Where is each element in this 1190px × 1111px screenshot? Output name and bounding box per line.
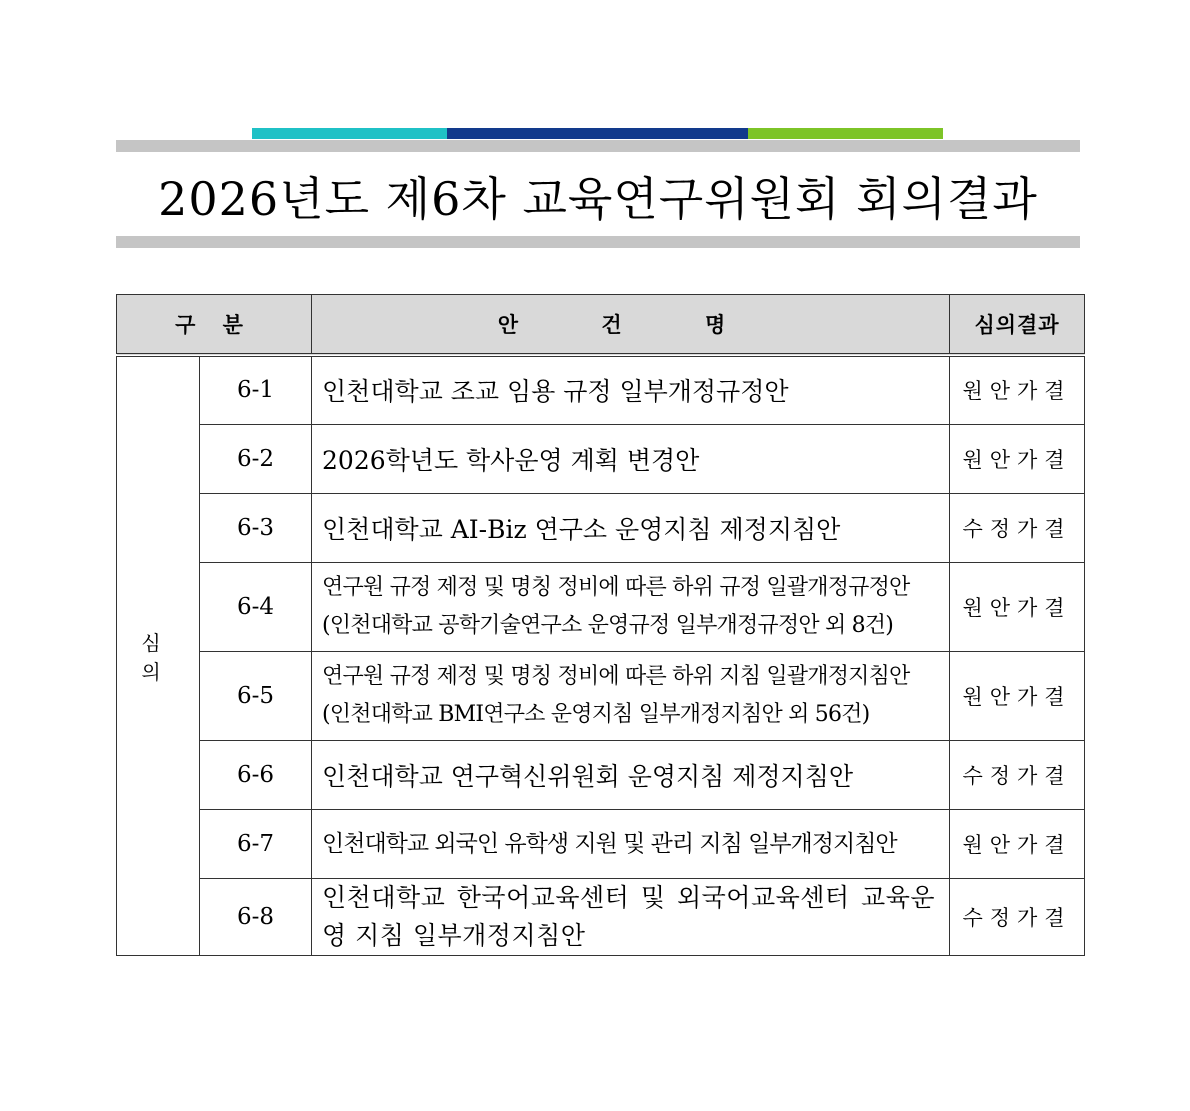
- agenda-title: [312, 651, 950, 740]
- agenda-title: 인천대학교 조교 임용 규정 일부개정규정안: [312, 355, 950, 424]
- header-accent-navy: [447, 128, 748, 139]
- column-header-agenda: 안 건 명: [312, 295, 950, 356]
- agenda-number: 6-8: [200, 878, 312, 955]
- agenda-title-line: (인천대학교 공학기술연구소 운영규정 일부개정규정안 외 8건): [322, 612, 894, 638]
- agenda-number: 6-1: [200, 355, 312, 424]
- agenda-title: 인천대학교 한국어교육센터 및 외국어교육센터 교육운영 지침 일부개정지침안: [312, 878, 950, 955]
- table-row: [117, 493, 1085, 562]
- table-row: [117, 651, 1085, 740]
- agenda-number: 6-7: [200, 809, 312, 878]
- column-header-category: 구 분: [117, 295, 312, 356]
- result-cell: 원안가결: [950, 651, 1085, 740]
- agenda-title-line: (인천대학교 BMI연구소 운영지침 일부개정지침안 외 56건): [322, 701, 870, 727]
- agenda-title: 2026학년도 학사운영 계획 변경안: [312, 424, 950, 493]
- result-cell: 수정가결: [950, 878, 1085, 955]
- result-cell: 원안가결: [950, 424, 1085, 493]
- agenda-number: 6-3: [200, 493, 312, 562]
- column-header-result: 심의결과: [950, 295, 1085, 356]
- agenda-title: 인천대학교 외국인 유학생 지원 및 관리 지침 일부개정지침안: [312, 809, 950, 878]
- table-header-row: [117, 295, 1085, 356]
- agenda-number: 6-6: [200, 740, 312, 809]
- agenda-title: 인천대학교 AI-Biz 연구소 운영지침 제정지침안: [312, 493, 950, 562]
- agenda-title-line: 연구원 규정 제정 및 명칭 정비에 따른 하위 규정 일괄개정규정안: [322, 574, 910, 600]
- result-cell: 원안가결: [950, 809, 1085, 878]
- table-row: [117, 809, 1085, 878]
- agenda-title: 인천대학교 연구혁신위원회 운영지침 제정지침안: [312, 740, 950, 809]
- header-rule-bottom: [116, 236, 1080, 248]
- header-accent-green: [748, 128, 943, 139]
- category-cell: 심 의: [117, 355, 200, 955]
- agenda-number: 6-4: [200, 562, 312, 651]
- results-table: [116, 294, 1085, 956]
- agenda-number: 6-2: [200, 424, 312, 493]
- table-row: [117, 562, 1085, 651]
- page-title: 2026년도 제6차 교육연구위원회 회의결과: [158, 172, 1038, 226]
- agenda-title-line: 연구원 규정 제정 및 명칭 정비에 따른 하위 지침 일괄개정지침안: [322, 663, 910, 689]
- result-cell: 수정가결: [950, 493, 1085, 562]
- table-row: [117, 424, 1085, 493]
- result-cell: 원안가결: [950, 562, 1085, 651]
- header-rule-top: [116, 140, 1080, 152]
- table-row: [117, 740, 1085, 809]
- result-cell: 수정가결: [950, 740, 1085, 809]
- result-cell: 원안가결: [950, 355, 1085, 424]
- header-accent-teal: [252, 128, 447, 139]
- agenda-number: 6-5: [200, 651, 312, 740]
- table-row: [117, 878, 1085, 955]
- agenda-title: [312, 562, 950, 651]
- table-row: [117, 355, 1085, 424]
